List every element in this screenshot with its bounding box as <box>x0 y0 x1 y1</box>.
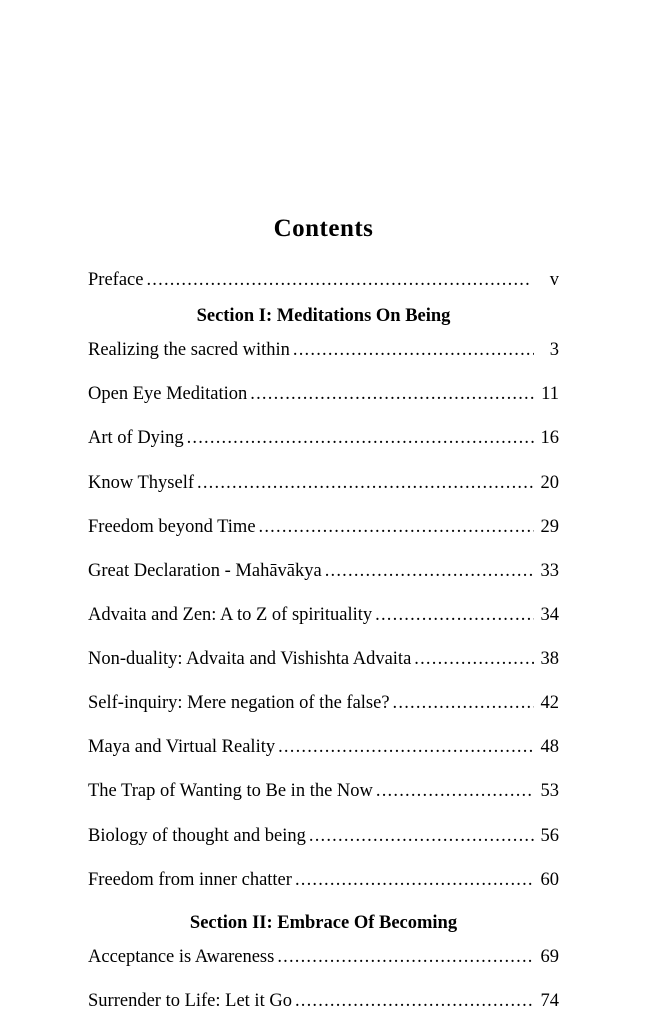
page-title: Contents <box>273 215 374 242</box>
dot-leader <box>293 341 534 360</box>
toc-entry-advaita-and-zen[interactable] <box>88 604 559 627</box>
toc-entry-page-number: 60 <box>540 869 559 890</box>
toc-entry-page-number: 29 <box>540 516 559 537</box>
toc-entry-title: Great Declaration - Mahāvākya <box>88 560 322 581</box>
toc-entry-title: The Trap of Wanting to Be in the Now <box>88 781 373 802</box>
toc-entry-title: Art of Dying <box>88 428 184 449</box>
toc-entry-title: Non-duality: Advaita and Vishishta Advaita <box>88 649 412 669</box>
dot-leader <box>187 429 534 448</box>
toc-entry-the-trap-of-wanting-to-be-in-the-now[interactable] <box>88 780 559 803</box>
toc-entry-title: Realizing the sacred within <box>88 340 290 361</box>
dot-leader <box>295 992 534 1011</box>
toc-entry-acceptance-is-awareness[interactable] <box>88 946 559 969</box>
toc-entry-page-number: 48 <box>540 737 559 758</box>
toc-entry-title: Know Thyself <box>88 472 195 493</box>
toc-entry-page-number: v <box>549 270 559 290</box>
toc-entry-page-number: 74 <box>540 990 559 1011</box>
toc-entry-title: Self-inquiry: Mere negation of the false? <box>88 693 390 714</box>
dot-leader <box>375 606 534 625</box>
dot-leader <box>197 474 534 493</box>
toc-section-1: Section I: Meditations On Being <box>196 306 451 327</box>
toc-entry-page-number: 38 <box>540 649 559 669</box>
toc-entry-page-number: 53 <box>540 781 559 802</box>
toc-entry-page-number: 16 <box>540 428 559 449</box>
toc-entry-page-number: 42 <box>540 693 559 714</box>
dot-leader <box>250 385 534 404</box>
toc-entry-preface[interactable] <box>88 269 559 292</box>
toc-entry-great-declaration-mahavakya[interactable] <box>88 560 559 583</box>
toc-entry-title: Advaita and Zen: A to Z of spirituality <box>88 604 373 625</box>
dot-leader <box>278 738 534 757</box>
toc-entry-title: Freedom beyond Time <box>88 516 256 537</box>
dot-leader <box>277 948 534 967</box>
table-of-contents-list <box>88 269 559 1013</box>
toc-entry-title: Open Eye Meditation <box>88 384 248 405</box>
toc-entry-title: Biology of thought and being <box>88 825 306 846</box>
toc-entry-maya-and-virtual-reality[interactable] <box>88 736 559 759</box>
toc-entry-freedom-beyond-time[interactable] <box>88 516 559 539</box>
toc-entry-title: Freedom from inner chatter <box>88 869 292 890</box>
toc-entry-page-number: 3 <box>549 340 559 361</box>
toc-entry-page-number: 20 <box>540 472 559 493</box>
dot-leader <box>259 518 534 537</box>
toc-entry-art-of-dying[interactable] <box>88 427 559 450</box>
dot-leader <box>376 782 534 801</box>
toc-entry-non-duality-advaita-and-vishishta-advaita[interactable] <box>88 648 559 671</box>
dot-leader <box>393 694 534 713</box>
toc-entry-page-number: 33 <box>540 560 559 581</box>
toc-entry-open-eye-meditation[interactable] <box>88 383 559 406</box>
dot-leader <box>325 562 534 581</box>
toc-entry-know-thyself[interactable] <box>88 472 559 495</box>
toc-entry-freedom-from-inner-chatter[interactable] <box>88 869 559 892</box>
toc-section-2: Section II: Embrace Of Becoming <box>189 912 458 933</box>
dot-leader <box>295 871 534 890</box>
toc-entry-title: Preface <box>88 270 144 290</box>
toc-entry-title: Surrender to Life: Let it Go <box>88 990 292 1011</box>
toc-entry-page-number: 11 <box>541 384 559 405</box>
toc-entry-page-number: 69 <box>540 946 559 967</box>
toc-entry-surrender-to-life-let-it-go[interactable] <box>88 990 559 1013</box>
toc-entry-realizing-the-sacred-within[interactable] <box>88 339 559 362</box>
dot-leader <box>309 827 534 846</box>
toc-entry-biology-of-thought-and-being[interactable] <box>88 825 559 848</box>
dot-leader <box>414 650 534 669</box>
toc-entry-page-number: 34 <box>540 604 559 625</box>
toc-entry-title: Acceptance is Awareness <box>88 946 275 967</box>
dot-leader <box>146 271 530 290</box>
toc-entry-page-number: 56 <box>540 825 559 846</box>
toc-entry-self-inquiry-mere-negation-of-the-false[interactable] <box>88 692 559 715</box>
toc-entry-title: Maya and Virtual Reality <box>88 737 276 758</box>
